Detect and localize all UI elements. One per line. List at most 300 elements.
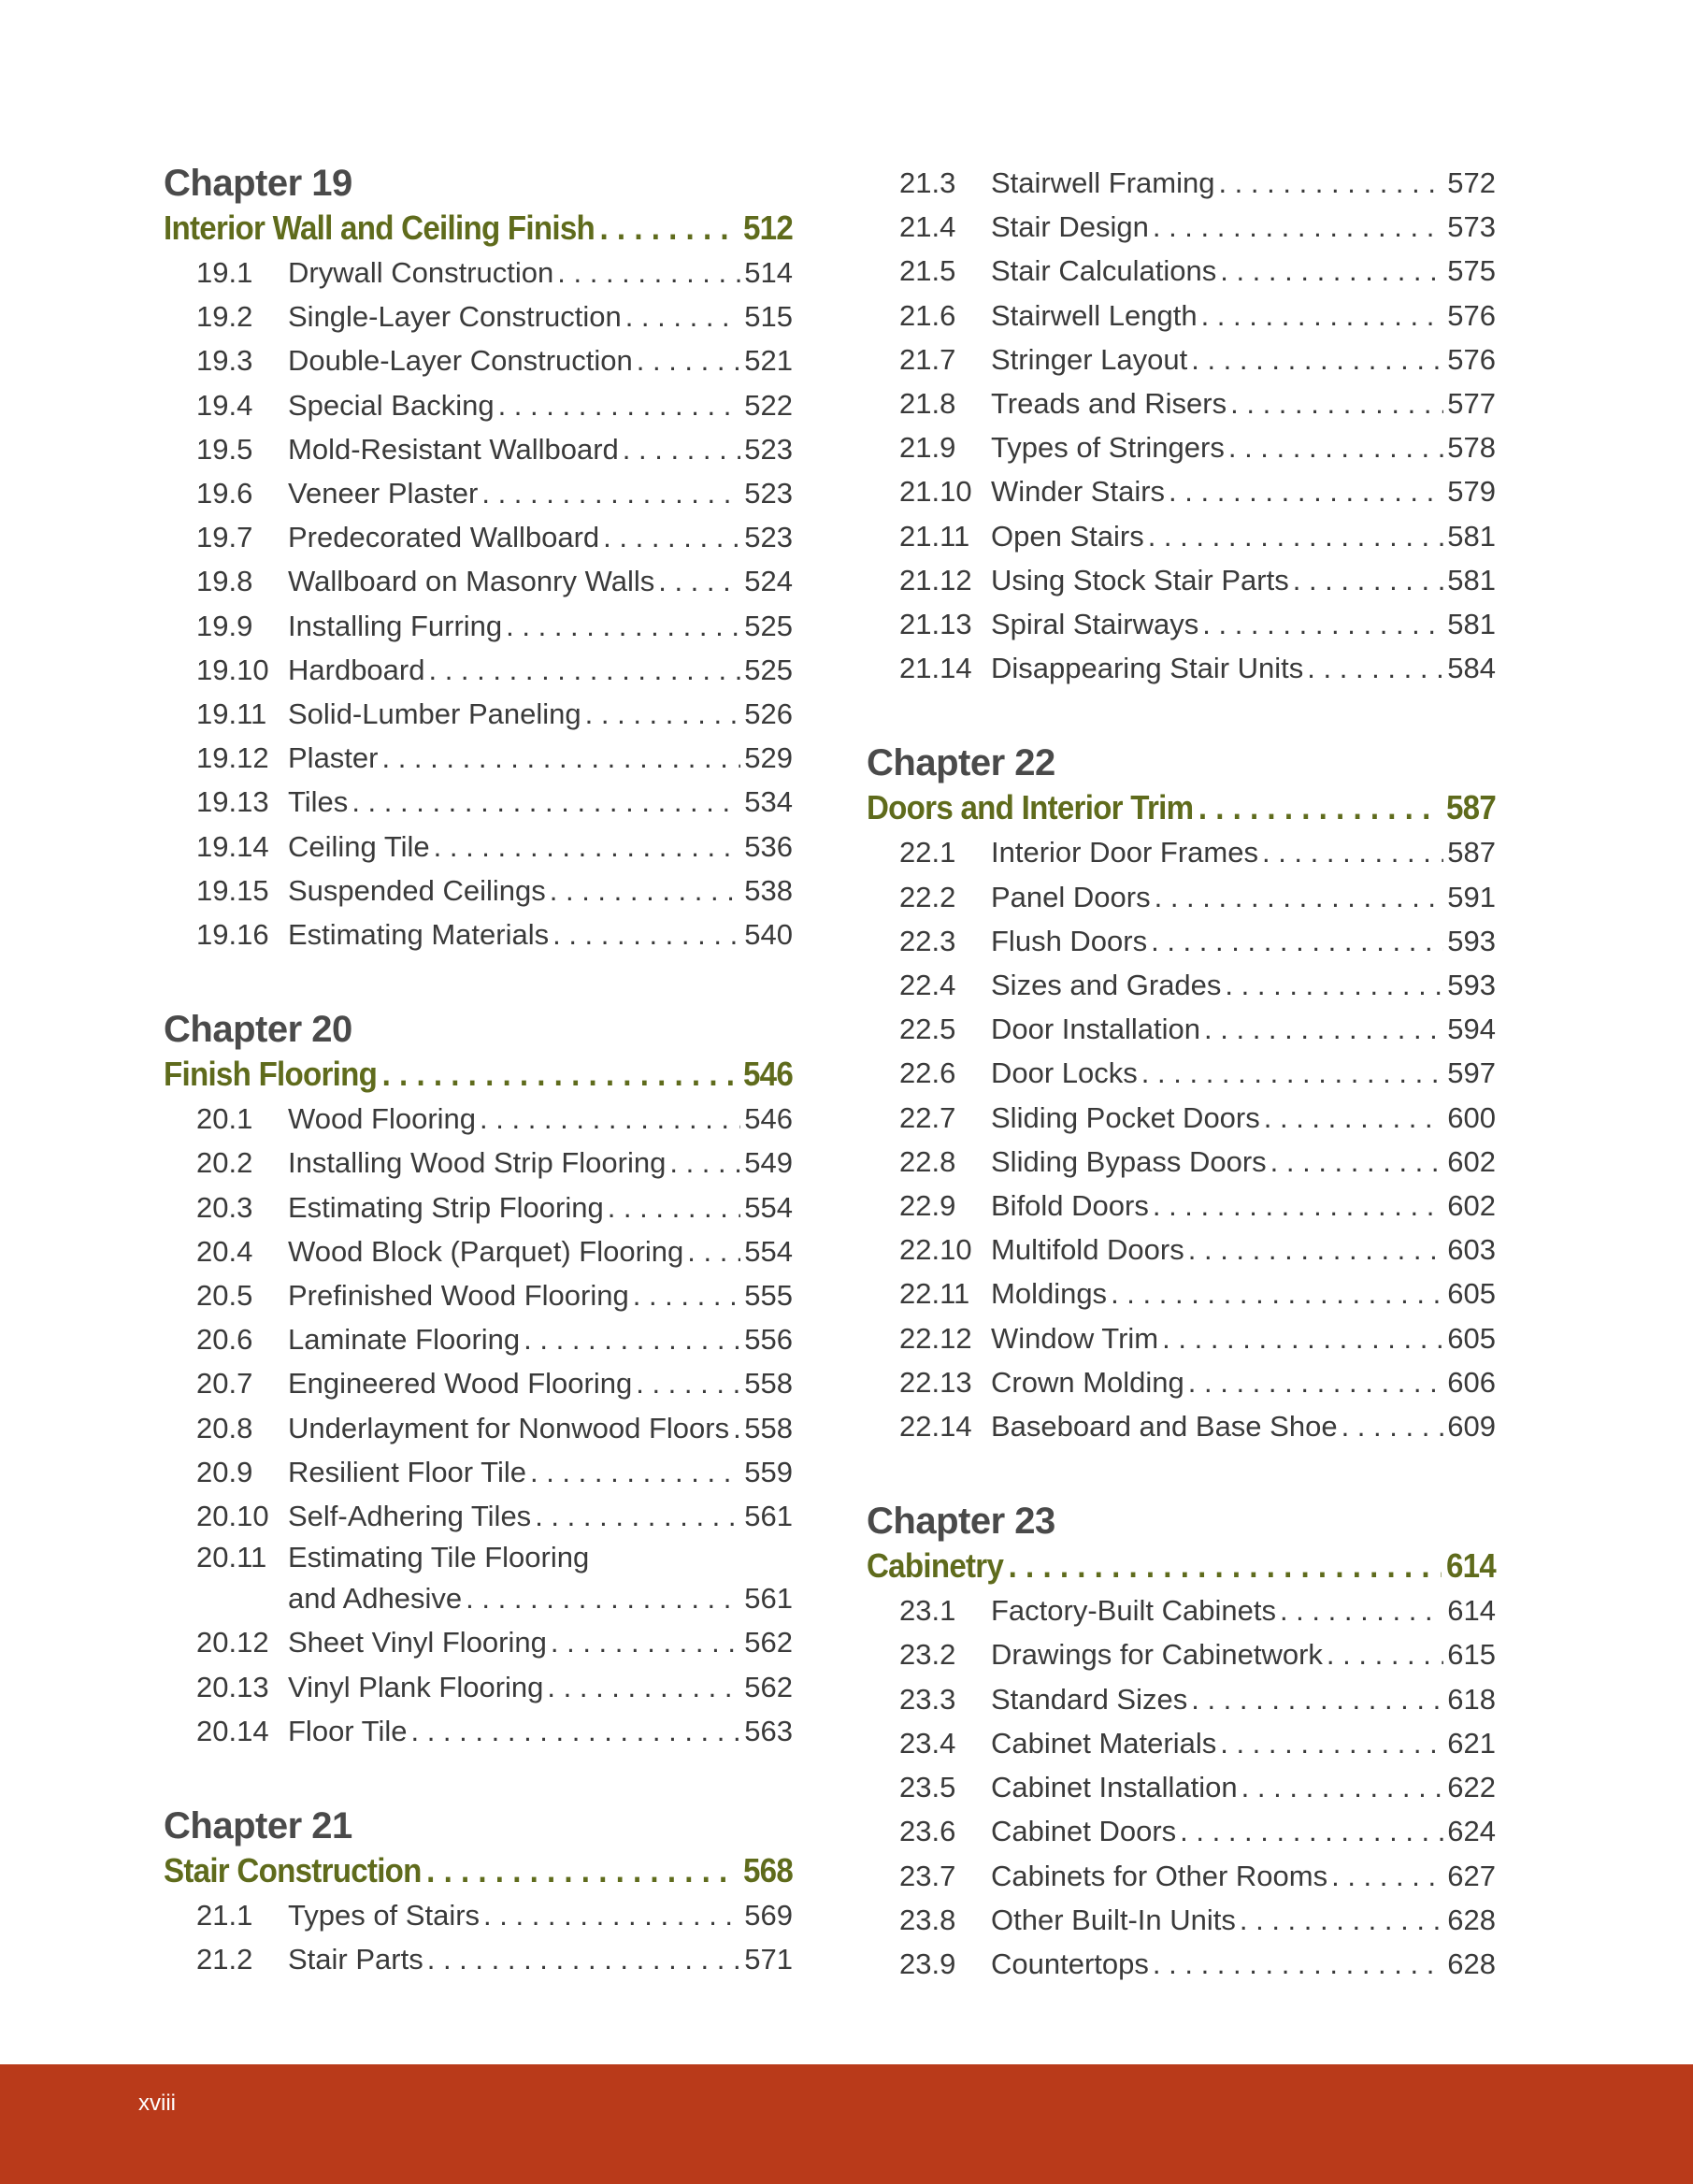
toc-entry [867, 1184, 1496, 1228]
section-number: 19.6 [196, 477, 253, 510]
section-page: 555 [744, 1279, 793, 1313]
section-number: 21.13 [899, 608, 972, 641]
section-page: 584 [1447, 652, 1496, 685]
section-number: 23.6 [899, 1815, 956, 1848]
dot-leader [506, 604, 740, 648]
section-page: 615 [1447, 1638, 1496, 1672]
toc-entry [164, 251, 793, 295]
toc-entry [867, 1854, 1496, 1898]
section-page: 563 [744, 1714, 793, 1747]
section-title: Cabinets for Other Rooms [991, 1859, 1328, 1892]
dot-leader [1009, 1544, 1442, 1588]
section-page: 556 [744, 1323, 793, 1357]
section-page: 609 [1447, 1410, 1496, 1444]
section-number: 20.6 [196, 1323, 253, 1357]
section-page: 538 [744, 873, 793, 907]
section-title: Drywall Construction [288, 256, 554, 289]
section-title: Floor Tile [288, 1714, 408, 1747]
section-title: Crown Molding [991, 1365, 1184, 1399]
toc-entry [867, 1096, 1496, 1140]
dot-leader [1191, 1677, 1443, 1721]
section-page: 622 [1447, 1771, 1496, 1804]
chapter-title-text: Cabinetry [867, 1546, 1004, 1586]
section-page: 597 [1447, 1056, 1496, 1090]
section-title: Flush Doors [991, 924, 1148, 957]
toc-entry [867, 205, 1496, 249]
toc-entry [164, 692, 793, 736]
chapter-page: 512 [742, 208, 794, 247]
chapter-block [164, 1007, 793, 1753]
toc-entry [164, 1620, 793, 1664]
section-page: 575 [1447, 254, 1496, 288]
section-title: Estimating Tile Flooring [288, 1541, 590, 1574]
section-page: 561 [744, 1582, 793, 1616]
section-title: Veneer Plaster [288, 477, 479, 510]
section-page: 554 [744, 1190, 793, 1224]
section-number: 19.8 [196, 565, 253, 598]
toc-entry [867, 249, 1496, 293]
section-page: 581 [1447, 608, 1496, 641]
section-title: Engineered Wood Flooring [288, 1367, 633, 1401]
dot-leader [687, 1229, 740, 1273]
section-page: 562 [744, 1670, 793, 1703]
dot-leader [1153, 205, 1443, 249]
toc-entry [867, 919, 1496, 963]
section-page: 559 [744, 1455, 793, 1488]
chapter-label: Chapter 21 [164, 1805, 352, 1847]
section-title: Treads and Risers [991, 387, 1227, 421]
section-page: 523 [744, 521, 793, 554]
dot-leader [1220, 249, 1443, 293]
dot-leader [1293, 558, 1444, 602]
section-page: 594 [1447, 1013, 1496, 1046]
section-number: 20.2 [196, 1146, 253, 1180]
chapter-page: 587 [1445, 788, 1497, 827]
toc-entry [164, 1185, 793, 1229]
chapter-continued [867, 161, 1496, 690]
dot-leader [625, 295, 741, 338]
section-title: Stairwell Framing [991, 166, 1215, 199]
dot-leader [483, 1893, 740, 1937]
toc-entry [867, 381, 1496, 425]
section-number: 20.9 [196, 1455, 253, 1488]
section-number: 19.7 [196, 521, 253, 554]
section-title: Factory-Built Cabinets [991, 1594, 1276, 1628]
dot-leader [466, 1576, 740, 1620]
section-page: 534 [744, 785, 793, 819]
section-title: Standard Sizes [991, 1682, 1188, 1716]
dot-leader [600, 206, 739, 251]
dot-leader [1201, 294, 1444, 338]
section-number: 19.13 [196, 785, 269, 819]
section-page: 562 [744, 1626, 793, 1660]
section-title: Installing Furring [288, 609, 503, 642]
toc-entry [164, 1141, 793, 1185]
dot-leader [1191, 338, 1443, 381]
section-title: Solid-Lumber Paneling [288, 697, 581, 731]
section-title: Vinyl Plank Flooring [288, 1670, 544, 1703]
toc-entry [164, 383, 793, 427]
section-page: 603 [1447, 1233, 1496, 1267]
section-title: Tiles [288, 785, 349, 819]
section-number: 20.7 [196, 1367, 253, 1401]
dot-leader [498, 383, 741, 427]
section-page: 576 [1447, 298, 1496, 332]
section-page: 605 [1447, 1321, 1496, 1355]
section-title: Special Backing [288, 388, 495, 422]
section-title: Installing Wood Strip Flooring [288, 1146, 667, 1180]
toc-entry [164, 1893, 793, 1937]
toc-entry [164, 1538, 793, 1620]
toc-entry-line [164, 1538, 793, 1576]
section-number: 20.5 [196, 1279, 253, 1313]
chapter-label: Chapter 22 [867, 742, 1055, 784]
chapter-label: Chapter 23 [867, 1501, 1055, 1543]
chapter-title [867, 1544, 1496, 1588]
section-page: 569 [744, 1899, 793, 1933]
section-title: Other Built-In Units [991, 1903, 1236, 1936]
section-title: Stair Design [991, 210, 1149, 244]
page-number: xviii [138, 2091, 176, 2116]
dot-leader [1262, 830, 1443, 874]
toc-entry [164, 1450, 793, 1494]
section-number: 22.9 [899, 1189, 956, 1223]
dot-leader [426, 1848, 738, 1893]
dot-leader [1341, 1404, 1444, 1448]
toc-entry [164, 559, 793, 603]
section-number: 20.10 [196, 1500, 269, 1533]
section-title: Cabinet Installation [991, 1771, 1238, 1804]
chapter-label: Chapter 19 [164, 163, 352, 204]
toc-entry [867, 514, 1496, 558]
section-page: 579 [1447, 475, 1496, 509]
section-title: Plaster [288, 741, 379, 775]
section-number: 23.3 [899, 1682, 956, 1716]
section-number: 21.5 [899, 254, 956, 288]
dot-leader [552, 912, 740, 956]
section-title: Drawings for Cabinetwork [991, 1638, 1323, 1672]
section-number: 19.12 [196, 741, 269, 775]
toc-entry [867, 1588, 1496, 1632]
section-title: Multifold Doors [991, 1233, 1184, 1267]
dot-leader [550, 869, 741, 912]
dot-leader [1180, 1809, 1443, 1853]
toc-entry [164, 1494, 793, 1538]
dot-leader [1331, 1854, 1443, 1898]
toc-entry [867, 1632, 1496, 1676]
section-title: Predecorated Wallboard [288, 521, 600, 554]
dot-leader [1225, 963, 1443, 1007]
chapter-page: 614 [1445, 1546, 1497, 1586]
section-title: Moldings [991, 1277, 1108, 1311]
section-number: 19.1 [196, 256, 253, 289]
section-title: Prefinished Wood Flooring [288, 1279, 629, 1313]
chapter-title-text: Interior Wall and Ceiling Finish [164, 208, 595, 247]
toc-entry [867, 558, 1496, 602]
section-number: 20.4 [196, 1234, 253, 1268]
section-title: Types of Stringers [991, 431, 1225, 465]
section-title: Using Stock Stair Parts [991, 563, 1289, 596]
section-number: 19.2 [196, 300, 253, 334]
toc-entry [867, 875, 1496, 919]
toc-entry [164, 780, 793, 824]
section-title: Mold-Resistant Wallboard [288, 432, 619, 466]
dot-leader [623, 427, 741, 471]
section-number: 23.7 [899, 1859, 956, 1892]
section-number: 21.9 [899, 431, 956, 465]
section-title: Self-Adhering Tiles [288, 1500, 532, 1533]
section-page: 581 [1447, 519, 1496, 553]
section-number: 19.14 [196, 829, 269, 863]
section-title: Laminate Flooring [288, 1323, 521, 1357]
dot-leader [352, 780, 740, 824]
dot-leader [1153, 1942, 1443, 1986]
section-number: 19.11 [196, 697, 267, 731]
toc-entry [164, 648, 793, 692]
toc-entry [867, 1942, 1496, 1986]
toc-entry [867, 1677, 1496, 1721]
section-page: 561 [744, 1500, 793, 1533]
toc-entry [164, 338, 793, 382]
section-title: Interior Door Frames [991, 836, 1258, 869]
section-page: 514 [744, 256, 793, 289]
section-number: 22.5 [899, 1013, 956, 1046]
section-title: Estimating Materials [288, 918, 550, 952]
section-number: 21.12 [899, 563, 972, 596]
dot-leader [381, 736, 740, 780]
dot-leader [1155, 875, 1444, 919]
section-title: Estimating Strip Flooring [288, 1190, 604, 1224]
section-number: 20.8 [196, 1411, 253, 1444]
dot-leader [603, 515, 740, 559]
toc-entry [867, 1228, 1496, 1272]
section-page: 593 [1447, 969, 1496, 1002]
dot-leader [1280, 1588, 1443, 1632]
dot-leader [382, 1052, 739, 1097]
section-page: 523 [744, 432, 793, 466]
section-page: 576 [1447, 342, 1496, 376]
dot-leader [1198, 785, 1442, 830]
dot-leader [669, 1141, 740, 1185]
toc-entry [164, 1406, 793, 1450]
toc-entry [867, 425, 1496, 469]
dot-leader [1202, 602, 1443, 646]
section-page: 600 [1447, 1100, 1496, 1134]
section-title: Stair Calculations [991, 254, 1217, 288]
toc-entry [164, 1317, 793, 1361]
section-number: 19.10 [196, 653, 269, 686]
dot-leader [1162, 1316, 1443, 1360]
section-title: Wood Block (Parquet) Flooring [288, 1234, 684, 1268]
section-page: 526 [744, 697, 793, 731]
section-page: 602 [1447, 1144, 1496, 1178]
section-page: 591 [1447, 880, 1496, 913]
section-page: 558 [744, 1411, 793, 1444]
section-title: Wallboard on Masonry Walls [288, 565, 655, 598]
section-number: 22.4 [899, 969, 956, 1002]
section-page: 614 [1447, 1594, 1496, 1628]
section-page: 628 [1447, 1903, 1496, 1936]
toc-entry [164, 1229, 793, 1273]
dot-leader [480, 1097, 740, 1141]
section-number: 19.15 [196, 873, 269, 907]
section-number: 23.1 [899, 1594, 956, 1628]
dot-leader [1228, 425, 1443, 469]
section-title: Sheet Vinyl Flooring [288, 1626, 547, 1660]
toc-entry [867, 963, 1496, 1007]
toc-entry [164, 471, 793, 515]
chapter-title [164, 1052, 793, 1097]
chapter-title-text: Stair Construction [164, 1851, 422, 1890]
toc-entry [867, 646, 1496, 690]
section-page: 524 [744, 565, 793, 598]
toc-entry [867, 1721, 1496, 1765]
section-number: 23.9 [899, 1947, 956, 1980]
section-title: Disappearing Stair Units [991, 652, 1304, 685]
section-number: 20.3 [196, 1190, 253, 1224]
section-page: 529 [744, 741, 793, 775]
chapter-page: 568 [742, 1851, 794, 1890]
dot-leader [1111, 1272, 1443, 1315]
section-number: 21.7 [899, 342, 956, 376]
toc-entry [164, 869, 793, 912]
dot-leader [1148, 514, 1444, 558]
chapter-label: Chapter 20 [164, 1009, 352, 1051]
chapter-block [164, 1803, 793, 1981]
section-title: Baseboard and Base Shoe [991, 1410, 1338, 1444]
section-number: 22.1 [899, 836, 956, 869]
toc-entry [164, 1273, 793, 1317]
section-number: 20.12 [196, 1626, 269, 1660]
section-number: 19.3 [196, 344, 253, 378]
section-page: 587 [1447, 836, 1496, 869]
section-title: Open Stairs [991, 519, 1144, 553]
section-page: 571 [744, 1943, 793, 1976]
toc-entry [164, 1937, 793, 1981]
dot-leader [608, 1185, 741, 1229]
section-title: Underlayment for Nonwood Floors [288, 1411, 730, 1444]
toc-entry [164, 736, 793, 780]
section-number: 22.2 [899, 880, 956, 913]
toc-entry [164, 427, 793, 471]
toc-entry [164, 1665, 793, 1709]
section-number: 20.1 [196, 1102, 253, 1136]
toc-entry [867, 469, 1496, 513]
dot-leader [1169, 469, 1443, 513]
toc-entry [867, 1898, 1496, 1942]
dot-leader [481, 471, 740, 515]
section-number: 23.4 [899, 1726, 956, 1760]
dot-leader [1307, 646, 1443, 690]
dot-leader [1220, 1721, 1443, 1765]
section-page: 606 [1447, 1365, 1496, 1399]
section-page: 546 [744, 1102, 793, 1136]
dot-leader [733, 1406, 740, 1450]
toc-entry [867, 338, 1496, 381]
section-page: 577 [1447, 387, 1496, 421]
section-page: 605 [1447, 1277, 1496, 1311]
section-title: Stair Parts [288, 1943, 423, 1976]
section-number: 21.3 [899, 166, 956, 199]
section-number: 19.5 [196, 432, 253, 466]
section-page: 593 [1447, 924, 1496, 957]
section-title: Panel Doors [991, 880, 1151, 913]
section-title: Stringer Layout [991, 342, 1188, 376]
toc-entry [164, 1097, 793, 1141]
toc-entry [867, 1765, 1496, 1809]
section-title: Door Installation [991, 1013, 1201, 1046]
chapter-title [164, 1848, 793, 1893]
toc-entry [867, 1404, 1496, 1448]
section-page: 581 [1447, 563, 1496, 596]
section-number: 20.13 [196, 1670, 269, 1703]
section-number: 21.14 [899, 652, 972, 685]
section-number: 22.11 [899, 1277, 970, 1311]
section-number: 21.11 [899, 519, 970, 553]
section-title: Door Locks [991, 1056, 1138, 1090]
toc-entry [867, 1272, 1496, 1315]
toc-entry [164, 295, 793, 338]
dot-leader [524, 1317, 740, 1361]
toc-right-column [867, 161, 1496, 2036]
section-number: 21.4 [899, 210, 956, 244]
chapter-block [867, 1499, 1496, 1986]
dot-leader [1270, 1140, 1444, 1184]
dot-leader [557, 251, 740, 295]
section-page: 540 [744, 918, 793, 952]
toc-entry [867, 1140, 1496, 1184]
section-page: 624 [1447, 1815, 1496, 1848]
section-number: 21.10 [899, 475, 972, 509]
section-number: 23.5 [899, 1771, 956, 1804]
section-number: 21.8 [899, 387, 956, 421]
section-number: 20.14 [196, 1714, 269, 1747]
chapter-page: 546 [742, 1055, 794, 1094]
dot-leader [1188, 1228, 1444, 1272]
section-number: 22.12 [899, 1321, 972, 1355]
section-number: 21.1 [196, 1899, 253, 1933]
dot-leader [1141, 1051, 1443, 1095]
section-number: 19.16 [196, 918, 269, 952]
chapter-block [164, 161, 793, 956]
section-title: Double-Layer Construction [288, 344, 633, 378]
dot-leader [585, 692, 741, 736]
section-page: 602 [1447, 1189, 1496, 1223]
section-page: 618 [1447, 1682, 1496, 1716]
section-page: 558 [744, 1367, 793, 1401]
toc-entry [164, 1361, 793, 1405]
dot-leader [535, 1494, 740, 1538]
section-title: Sliding Pocket Doors [991, 1100, 1260, 1134]
dot-leader [1153, 1184, 1443, 1228]
toc-entry [164, 1709, 793, 1753]
section-page: 573 [1447, 210, 1496, 244]
section-number: 22.7 [899, 1100, 956, 1134]
section-number: 23.8 [899, 1903, 956, 1936]
section-title: Stairwell Length [991, 298, 1198, 332]
section-number: 23.2 [899, 1638, 956, 1672]
toc-entry [164, 912, 793, 956]
section-title: Sizes and Grades [991, 969, 1222, 1002]
section-number: 22.10 [899, 1233, 972, 1267]
section-page: 628 [1447, 1947, 1496, 1980]
section-title: Hardboard [288, 653, 425, 686]
chapter-title-text: Finish Flooring [164, 1055, 378, 1094]
section-title: Types of Stairs [288, 1899, 481, 1933]
dot-leader [1230, 381, 1443, 425]
section-number: 19.9 [196, 609, 253, 642]
dot-leader [1151, 919, 1443, 963]
